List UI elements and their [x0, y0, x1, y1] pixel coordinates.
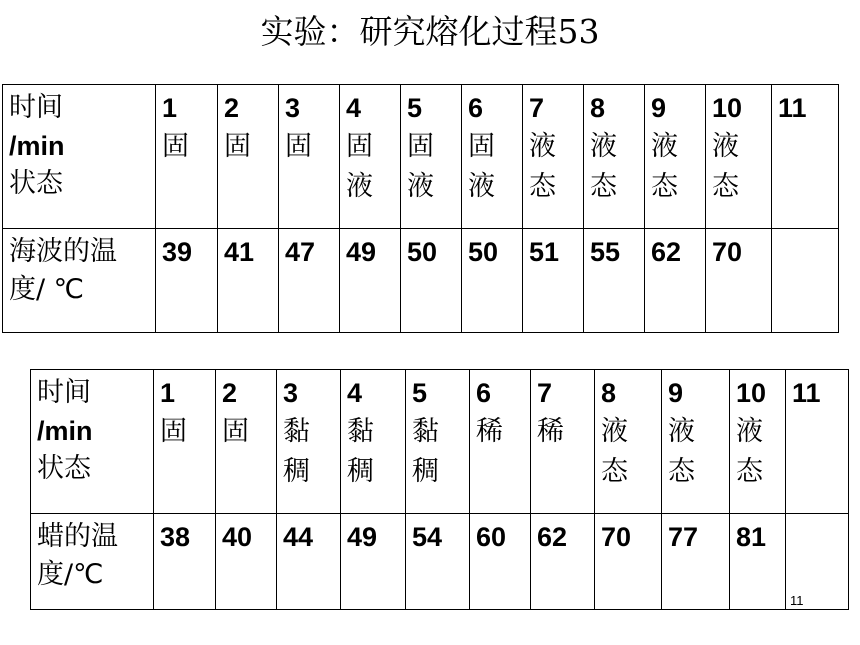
state-value: 液 态 [668, 416, 695, 487]
minute-cell [584, 85, 645, 229]
minute-cell [340, 85, 401, 229]
header-unit-label: /min [9, 131, 65, 161]
state-value: 黏 稠 [283, 416, 310, 487]
state-value: 稀 [537, 416, 564, 447]
state-value: 液 态 [529, 131, 556, 202]
state-value: 稀 [476, 416, 503, 447]
minute-cell [706, 85, 772, 229]
temperature-cell: 49 [340, 229, 401, 333]
header-state-label: 状态 [9, 168, 63, 199]
temperature-cell: 44 [277, 514, 341, 610]
state-value: 固 [160, 416, 187, 447]
header-cell [31, 370, 154, 514]
state-value: 固 液 [468, 131, 495, 202]
minute-cell [645, 85, 706, 229]
state-value: 固 [222, 416, 249, 447]
minute-cell [154, 370, 216, 514]
minute-value: 10 [712, 93, 743, 123]
temperature-cell: 77 [662, 514, 730, 610]
temperature-cell: 70 [595, 514, 662, 610]
minute-value: 9 [651, 93, 667, 123]
state-value: 固 [224, 131, 251, 162]
hypo-melting-table [2, 84, 839, 333]
minute-value: 8 [601, 378, 617, 408]
minute-value: 2 [222, 378, 238, 408]
state-value: 黏 稠 [347, 416, 374, 487]
minute-value: 7 [529, 93, 545, 123]
page-title: 实验：研究熔化过程53 [260, 12, 600, 51]
temperature-cell: 51 [523, 229, 584, 333]
minute-cell [772, 85, 839, 229]
header-time-label: 时间 [37, 377, 91, 408]
header-cell [3, 85, 156, 229]
header-state-label: 状态 [37, 453, 91, 484]
minute-value: 3 [285, 93, 301, 123]
temperature-label: 蜡的温度/℃ [31, 514, 154, 610]
minute-value: 5 [412, 378, 428, 408]
minute-value: 4 [347, 378, 363, 408]
minute-value: 1 [160, 378, 176, 408]
minute-value: 11 [792, 378, 821, 408]
temperature-cell: 40 [216, 514, 277, 610]
minute-value: 9 [668, 378, 684, 408]
state-value: 固 [162, 131, 189, 162]
state-value: 液 态 [651, 131, 678, 202]
minute-value: 5 [407, 93, 423, 123]
minute-cell [341, 370, 406, 514]
wax-melting-table [30, 369, 849, 610]
minute-cell [218, 85, 279, 229]
temperature-cell: 62 [531, 514, 595, 610]
state-value: 固 液 [407, 131, 434, 202]
minute-cell [462, 85, 523, 229]
header-time-label: 时间 [9, 92, 63, 123]
minute-value: 6 [476, 378, 492, 408]
table-row-time-state [31, 370, 849, 514]
minute-value: 10 [736, 378, 767, 408]
table-row-temperature [3, 229, 839, 333]
page-number: 11 [790, 593, 804, 608]
temperature-cell: 38 [154, 514, 216, 610]
state-value: 液 态 [736, 416, 763, 487]
minute-cell [662, 370, 730, 514]
temperature-cell: 49 [341, 514, 406, 610]
state-value: 固 [285, 131, 312, 162]
minute-cell [156, 85, 218, 229]
temperature-cell: 50 [401, 229, 462, 333]
minute-cell [277, 370, 341, 514]
minute-cell [786, 370, 849, 514]
temperature-cell: 55 [584, 229, 645, 333]
minute-cell [523, 85, 584, 229]
table-row-time-state [3, 85, 839, 229]
temperature-cell: 39 [156, 229, 218, 333]
state-value: 固 液 [346, 131, 373, 202]
minute-value: 11 [778, 93, 807, 123]
temperature-cell: 47 [279, 229, 340, 333]
minute-value: 1 [162, 93, 178, 123]
minute-value: 7 [537, 378, 553, 408]
minute-cell [401, 85, 462, 229]
state-value: 液 态 [712, 131, 739, 202]
minute-value: 2 [224, 93, 240, 123]
minute-cell [406, 370, 470, 514]
minute-cell [531, 370, 595, 514]
minute-cell [216, 370, 277, 514]
temperature-cell: 50 [462, 229, 523, 333]
state-value: 液 态 [590, 131, 617, 202]
state-value: 黏 稠 [412, 416, 439, 487]
table-row-temperature [31, 514, 849, 610]
temperature-cell: 81 [730, 514, 786, 610]
minute-cell [279, 85, 340, 229]
minute-cell [595, 370, 662, 514]
temperature-cell: 54 [406, 514, 470, 610]
temperature-cell: 41 [218, 229, 279, 333]
temperature-cell: 70 [706, 229, 772, 333]
temperature-cell: 60 [470, 514, 531, 610]
temperature-cell: 62 [645, 229, 706, 333]
temperature-label: 海波的温度/ ℃ [3, 229, 156, 333]
state-value: 液 态 [601, 416, 628, 487]
minute-value: 8 [590, 93, 606, 123]
minute-cell [730, 370, 786, 514]
minute-value: 4 [346, 93, 362, 123]
minute-cell [470, 370, 531, 514]
minute-value: 6 [468, 93, 484, 123]
temperature-cell [772, 229, 839, 333]
header-unit-label: /min [37, 416, 93, 446]
minute-value: 3 [283, 378, 299, 408]
